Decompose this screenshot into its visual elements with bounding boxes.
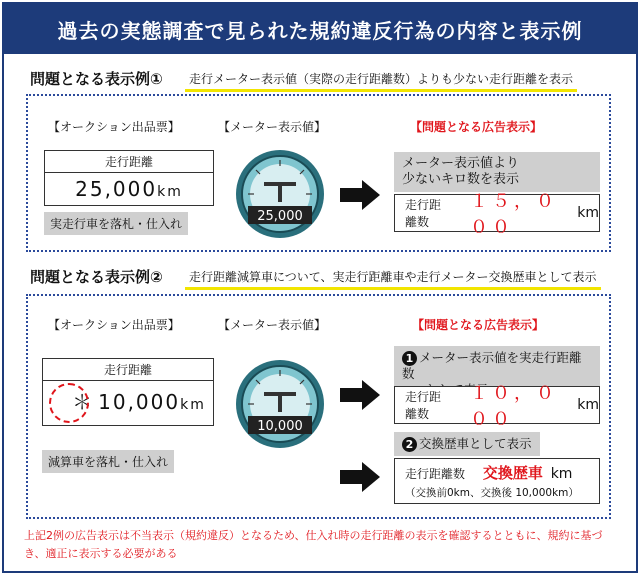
example2-ad2-title — [394, 432, 540, 456]
example2-description: 走行距離減算車について、実走行距離車や走行メーター交換歴車として表示 — [185, 268, 601, 290]
number-badge-icon: 2 — [402, 437, 417, 452]
right-arrow-icon — [340, 380, 380, 410]
ad-value: １５，０００ — [469, 191, 558, 238]
ad2-unit: km — [550, 466, 573, 482]
ad2-label: 走行距離数 — [405, 467, 466, 481]
example1-col-meter: 【メーター表示値】 — [218, 120, 327, 134]
ad1-title-line1 — [402, 350, 592, 382]
ad-label: 走行距離数 — [405, 198, 442, 229]
ad2-value: 交換歴車 — [482, 464, 543, 482]
page-title: 過去の実態調査で見られた規約違反行為の内容と表示例 — [4, 4, 636, 54]
card-value: 10,000 — [98, 390, 181, 414]
example1-col-auction: 【オークション出品票】 — [48, 120, 180, 134]
card-value-row — [43, 381, 213, 426]
ad-title-line2: 少ないキロ数を表示 — [402, 172, 520, 187]
example2-col-ad: 【問題となる広告表示】 — [412, 318, 545, 332]
example1-card-caption: 実走行車を落札・仕入れ — [44, 212, 188, 235]
example2-card-caption: 減算車を落札・仕入れ — [42, 450, 174, 473]
meter-readout: 25,000 — [257, 209, 303, 224]
example2-ad1-box — [394, 383, 600, 430]
footer-note: 上記2例の広告表示は不当表示（規約違反）となるため、仕入れ時の走行距離の表示を確認するとともに、規約に基づき、適正に表示する必要がある — [24, 529, 603, 560]
card-unit: km — [180, 397, 206, 413]
ad2-title-text: 交換歴車として表示 — [419, 436, 532, 451]
example1-ad-title — [394, 152, 600, 192]
ad-title-line1: メーター表示値より — [402, 156, 520, 171]
example2-title: 問題となる表示例② — [30, 268, 163, 286]
example2-auction-card — [42, 358, 214, 426]
example2-ad2-box — [394, 458, 600, 504]
example1-auction-card — [44, 150, 214, 206]
ad2-sub: （交換前0km、交換後 10,000km） — [405, 487, 579, 499]
right-arrow-icon — [340, 180, 380, 210]
meter-readout: 10,000 — [257, 419, 303, 434]
card-mark: ＊ — [72, 390, 95, 414]
card-header: 走行距離 — [43, 359, 213, 381]
example1-ad-box — [394, 191, 600, 238]
ad1-label: 走行距離数 — [405, 390, 442, 421]
right-arrow-icon — [340, 462, 380, 492]
ad1-title-text: メーター表示値を実走行距離数 — [402, 350, 582, 381]
ad2-row — [405, 462, 572, 483]
example2-col-meter: 【メーター表示値】 — [218, 318, 327, 332]
number-badge-icon: 1 — [402, 351, 417, 366]
card-value: 25,000 — [75, 177, 158, 201]
example1-col-ad: 【問題となる広告表示】 — [410, 120, 543, 134]
dashed-circle-highlight — [49, 383, 89, 423]
odometer-gauge-icon — [234, 148, 326, 240]
example2-col-auction: 【オークション出品票】 — [48, 318, 180, 332]
ad1-value: １０，０００ — [469, 383, 558, 430]
example1-title: 問題となる表示例① — [30, 70, 163, 88]
ad-unit: km — [577, 205, 599, 221]
ad1-unit: km — [577, 397, 599, 413]
card-value-row — [45, 173, 213, 208]
card-unit: km — [157, 184, 183, 200]
example1-description: 走行メーター表示値（実際の走行距離数）よりも少ない走行距離を表示 — [185, 70, 577, 92]
odometer-gauge-icon — [234, 358, 326, 450]
card-header: 走行距離 — [45, 151, 213, 173]
